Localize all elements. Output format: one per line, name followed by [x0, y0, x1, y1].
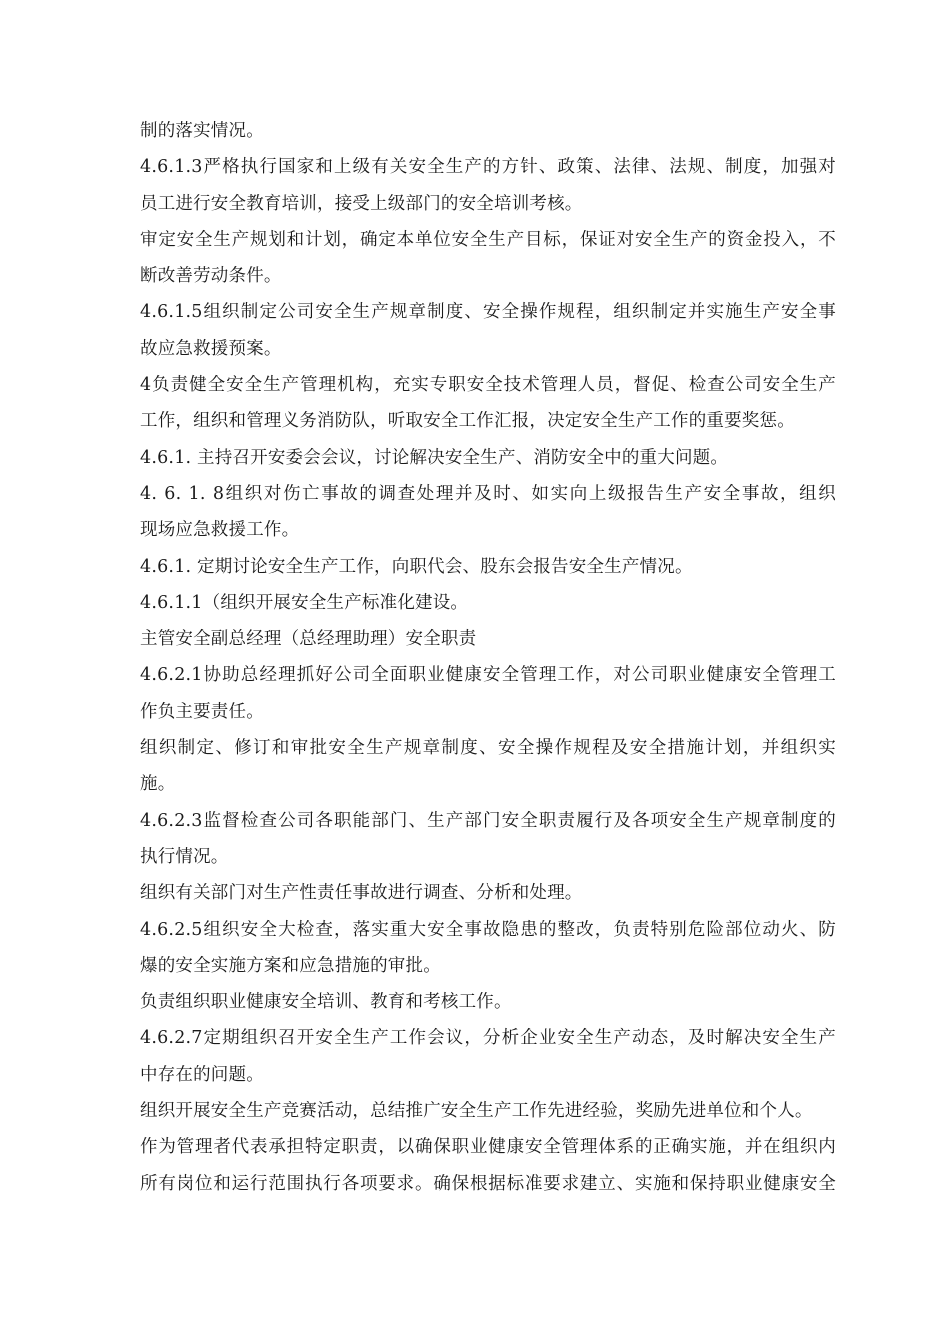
text-line: 故应急救援预案。: [140, 338, 282, 359]
text-line: 组织制定、修订和审批安全生产规章制度、安全操作规程及安全措施计划，并组织实: [140, 738, 836, 759]
text-line: 4.6.2.5组织安全大检查，落实重大安全事故隐患的整改，负责特别危险部位动火、防: [140, 919, 836, 940]
text-line: 4.6.2.3监督检查公司各职能部门、生产部门安全职责履行及各项安全生产规章制度的: [140, 810, 836, 831]
text-line: 员工进行安全教育培训，接受上级部门的安全培训考核。: [140, 193, 583, 214]
text-line: 爆的安全实施方案和应急措施的审批。: [140, 955, 441, 976]
document-body: [140, 113, 836, 1202]
text-line: 4.6.2.7定期组织召开安全生产工作会议，分析企业安全生产动态，及时解决安全生产: [140, 1028, 836, 1049]
text-line: 4. 6. 1. 8组织对伤亡事故的调查处理并及时、如实向上级报告生产安全事故，组织: [140, 483, 836, 504]
text-line: 负责组织职业健康安全培训、教育和考核工作。: [140, 992, 512, 1013]
text-line: 作负主要责任。: [140, 701, 264, 722]
text-line: 现场应急救援工作。: [140, 520, 300, 541]
text-line: 4负责健全安全生产管理机构，充实专职安全技术管理人员，督促、检查公司安全生产: [140, 375, 836, 396]
text-line: 组织开展安全生产竞赛活动，总结推广安全生产工作先进经验，奖励先进单位和个人。: [140, 1101, 813, 1122]
text-line: 执行情况。: [140, 846, 229, 867]
text-line: 4.6.1. 定期讨论安全生产工作，向职代会、股东会报告安全生产情况。: [140, 556, 693, 577]
text-line: 中存在的问题。: [140, 1064, 264, 1085]
text-line: 4.6.2.1协助总经理抓好公司全面职业健康安全管理工作，对公司职业健康安全管理工: [140, 665, 836, 686]
section-heading: 主管安全副总经理（总经理助理）安全职责: [140, 629, 477, 650]
text-line: 作为管理者代表承担特定职责，以确保职业健康安全管理体系的正确实施，并在组织内: [140, 1137, 836, 1158]
text-line: 断改善劳动条件。: [140, 266, 282, 287]
text-line: 制的落实情况。: [140, 121, 264, 141]
text-line: 所有岗位和运行范围执行各项要求。确保根据标准要求建立、实施和保持职业健康安全: [140, 1173, 836, 1194]
text-line: 工作，组织和管理义务消防队，听取安全工作汇报，决定安全生产工作的重要奖惩。: [140, 411, 795, 432]
text-line: 4.6.1. 主持召开安委会会议，讨论解决安全生产、消防安全中的重大问题。: [140, 447, 729, 468]
text-line: 组织有关部门对生产性责任事故进行调查、分析和处理。: [140, 883, 583, 904]
text-line: 4.6.1.5组织制定公司安全生产规章制度、安全操作规程，组织制定并实施生产安全事: [140, 302, 836, 323]
text-line: 审定安全生产规划和计划，确定本单位安全生产目标，保证对安全生产的资金投入，不: [140, 229, 836, 250]
text-line: 4.6.1.1（组织开展安全生产标准化建设。: [140, 592, 469, 613]
text-line: 4.6.1.3严格执行国家和上级有关安全生产的方针、政策、法律、法规、制度，加强对: [140, 157, 836, 178]
text-line: 施。: [140, 774, 176, 795]
